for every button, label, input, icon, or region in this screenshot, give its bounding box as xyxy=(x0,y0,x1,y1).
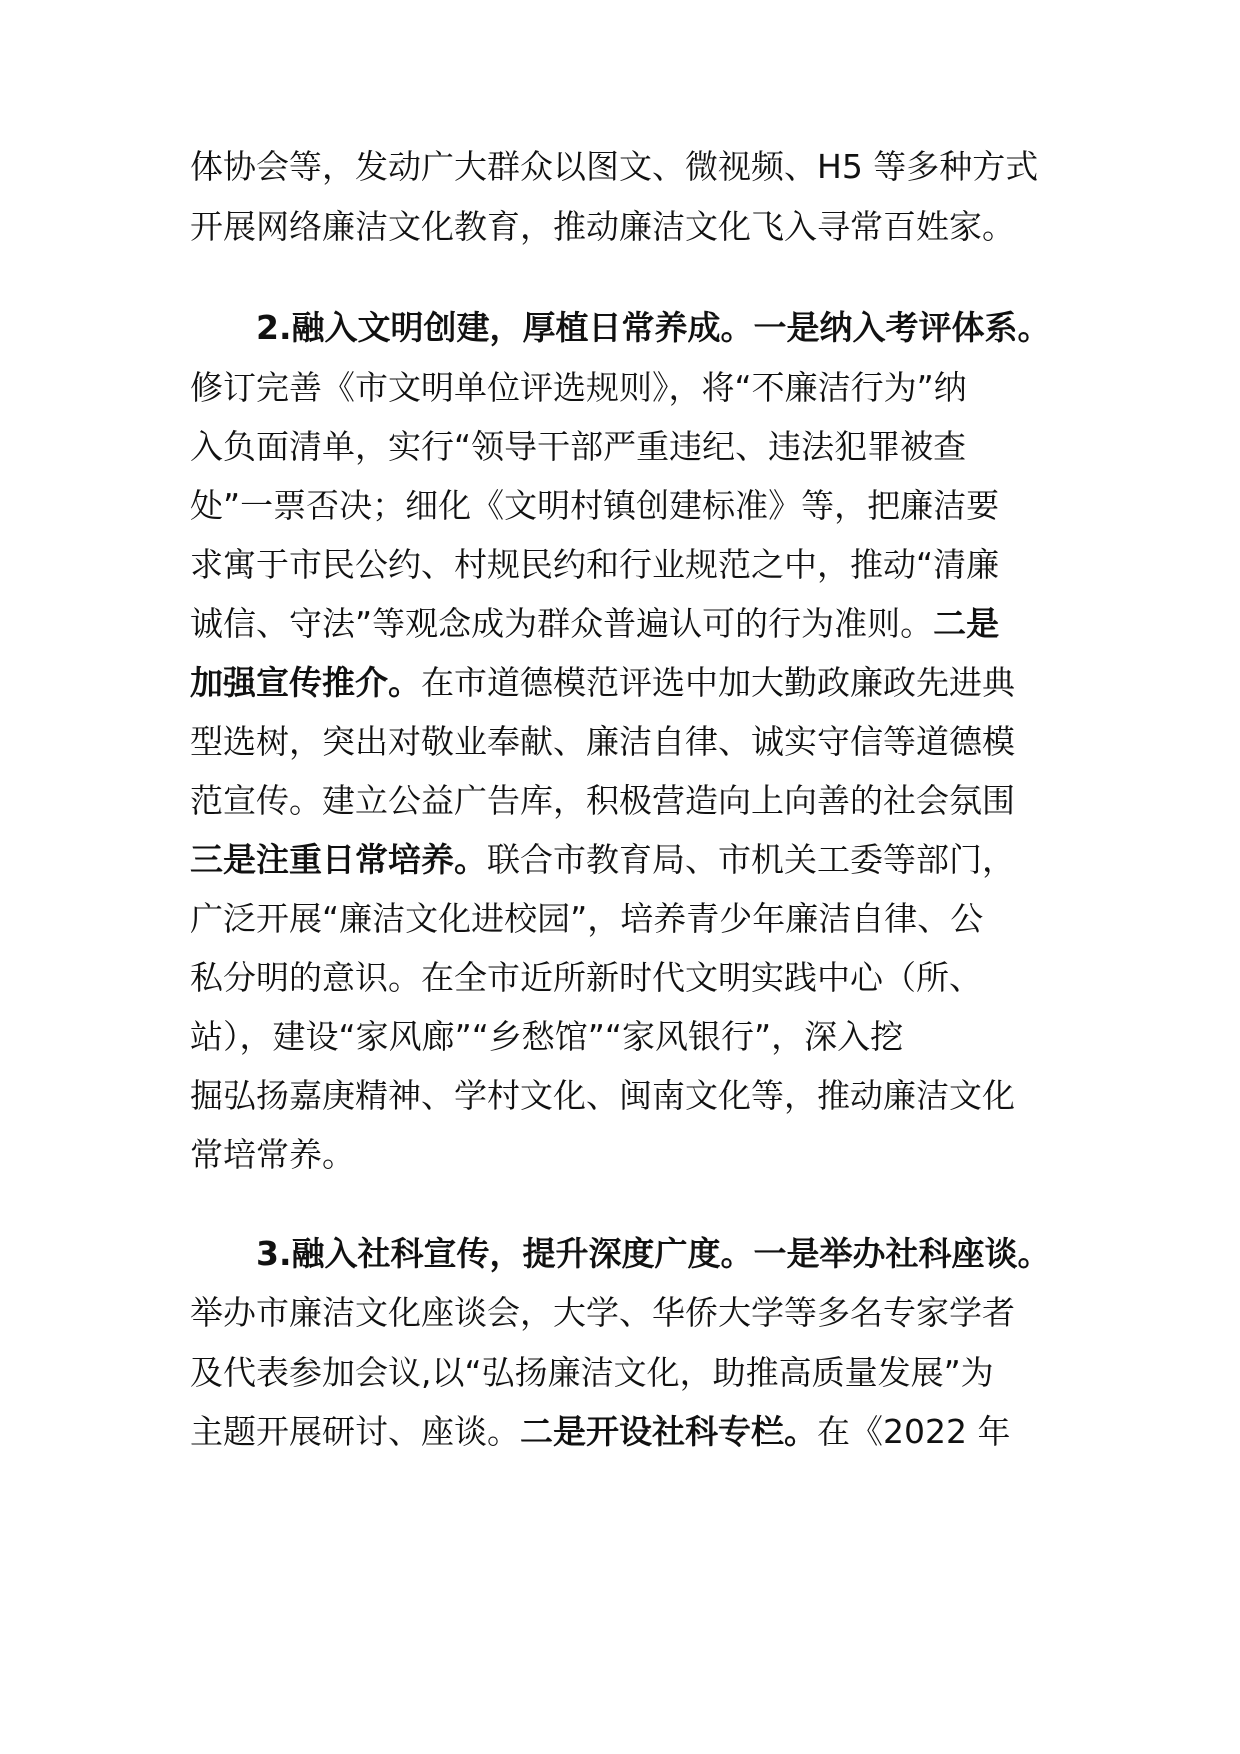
text-run: 范宣传。建立公益广告库，积极营造向上向善的社会氛围 xyxy=(190,781,1015,820)
text-run: 修订完善《市文明单位评选规则》，将“不廉洁行为”纳 xyxy=(190,368,967,407)
text-run: 常培常养。 xyxy=(190,1135,355,1174)
bold-run: 二是开设社科专栏。 xyxy=(520,1412,817,1451)
text-run: 举办市廉洁文化座谈会，大学、华侨大学等多名专家学者 xyxy=(190,1293,1015,1332)
text-run: 在《2022 年 xyxy=(817,1412,1011,1451)
text-line-14 xyxy=(190,948,1060,1008)
text-line-8 xyxy=(190,594,1060,654)
text-line-4 xyxy=(190,358,1060,418)
text-line-1 xyxy=(190,137,1060,197)
text-line-15 xyxy=(190,1007,1060,1067)
text-line-11 xyxy=(190,771,1060,831)
text-run: 站），建设“家风廊”“乡愁馆”“家风银行”，深入挖 xyxy=(190,1017,904,1056)
text-run: 在市道德模范评选中加大勤政廉政先进典 xyxy=(421,663,1015,702)
bold-run: 加强宣传推介。 xyxy=(190,663,421,702)
text-line-12 xyxy=(190,830,1060,890)
text-run: 主题开展研讨、座谈。 xyxy=(190,1412,520,1451)
text-run: 型选树，突出对敬业奉献、廉洁自律、诚实守信等道德模 xyxy=(190,722,1015,761)
text-run: 体协会等，发动广大群众以图文、微视频、H5 等多种方式 xyxy=(190,147,1039,186)
text-line-6 xyxy=(190,476,1060,536)
section-heading-3 xyxy=(256,1224,1076,1284)
text-run: 及代表参加会议,以“弘扬廉洁文化，助推高质量发展”为 xyxy=(190,1353,994,1392)
bold-heading-run: 2.融入文明创建，厚植日常养成。一是纳入考评体系。 xyxy=(256,308,1051,347)
text-run: 求寓于市民公约、村规民约和行业规范之中，推动“清廉 xyxy=(190,545,1000,584)
text-line-2 xyxy=(190,197,1060,257)
section-heading-2 xyxy=(256,298,1076,358)
text-line-16 xyxy=(190,1066,1060,1126)
bold-run: 二是 xyxy=(933,604,1000,643)
text-run: 私分明的意识。在全市近所新时代文明实践中心（所、 xyxy=(190,958,982,997)
bold-heading-run: 3.融入社科宣传，提升深度广度。一是举办社科座谈。 xyxy=(256,1234,1051,1273)
text-line-17 xyxy=(190,1125,1060,1185)
text-line-5 xyxy=(190,417,1060,477)
text-run: 联合市教育局、市机关工委等部门， xyxy=(487,840,1015,879)
text-run: 处”一票否决；细化《文明村镇创建标准》等，把廉洁要 xyxy=(190,486,1000,525)
text-run: 掘弘扬嘉庚精神、学村文化、闽南文化等，推动廉洁文化 xyxy=(190,1076,1015,1115)
text-line-19 xyxy=(190,1283,1060,1343)
text-run: 诚信、守法”等观念成为群众普遍认可的行为准则。 xyxy=(190,604,934,643)
bold-run: 三是注重日常培养。 xyxy=(190,840,487,879)
text-line-10 xyxy=(190,712,1060,772)
text-line-13 xyxy=(190,889,1060,949)
text-run: 入负面清单，实行“领导干部严重违纪、违法犯罪被查 xyxy=(190,427,967,466)
text-run: 开展网络廉洁文化教育，推动廉洁文化飞入寻常百姓家。 xyxy=(190,207,1015,246)
text-line-20 xyxy=(190,1343,1060,1403)
text-run: 广泛开展“廉洁文化进校园”，培养青少年廉洁自律、公 xyxy=(190,899,984,938)
text-line-9 xyxy=(190,653,1060,713)
text-line-21 xyxy=(190,1402,1060,1462)
text-line-7 xyxy=(190,535,1060,595)
